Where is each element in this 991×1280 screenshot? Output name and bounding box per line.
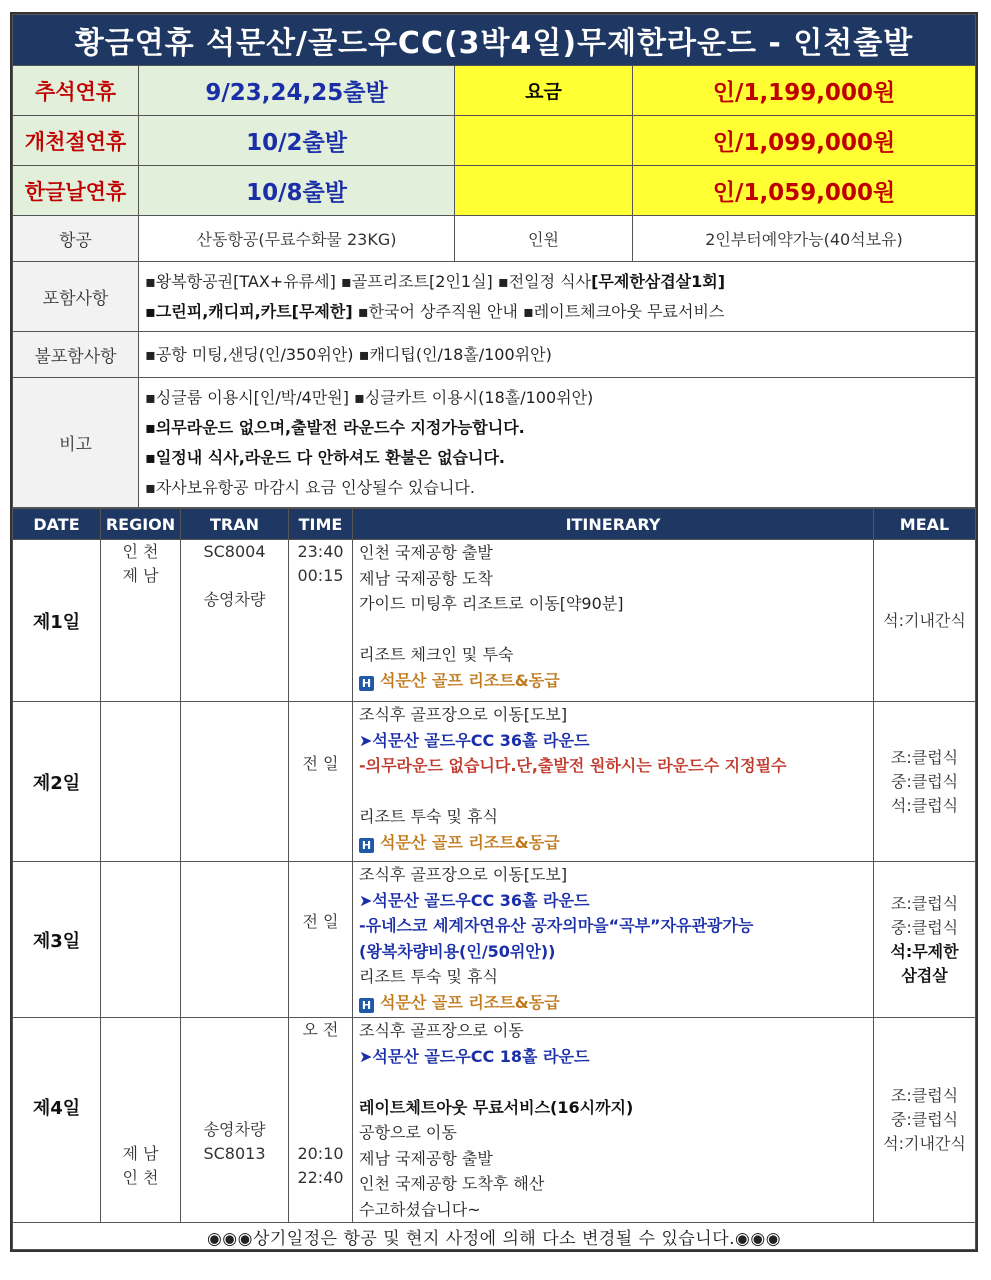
- page-title: 황금연휴 석문산/골드우CC(3박4일)무제한라운드 - 인천출발: [13, 15, 976, 66]
- departure-date: 10/8출발: [139, 166, 455, 216]
- airline-value: 산동항공(무료수화물 23KG): [139, 216, 455, 262]
- hotel-name: 석문산 골프 리조트&동급: [380, 670, 560, 690]
- day-row: [13, 540, 976, 702]
- itin-line: 리조트 체크인 및 투숙: [359, 645, 514, 664]
- people-label: 인원: [455, 216, 633, 262]
- tran-cell: [181, 540, 289, 702]
- meal-cell: [874, 540, 976, 702]
- time-cell: [289, 540, 353, 702]
- time-line: 오 전: [302, 1020, 339, 1039]
- time-cell: [289, 1018, 353, 1223]
- note-line: ▪싱글룸 이용시[인/박/4만원] ▪싱글카트 이용시(18홀/100위안): [145, 387, 594, 407]
- day-label: 제3일: [13, 862, 101, 1018]
- region-cell: [101, 702, 181, 862]
- itin-line: 조식후 골프장으로 이동[도보]: [359, 865, 568, 884]
- itinerary-cell: [353, 862, 874, 1018]
- time-cell: [289, 702, 353, 862]
- header-meal: MEAL: [874, 509, 976, 540]
- summary-table: [12, 14, 976, 508]
- price-label-empty: [455, 166, 633, 216]
- itin-line: 인천 국제공항 출발: [359, 543, 493, 562]
- meal-cell: [874, 862, 976, 1018]
- meal-cell: [874, 702, 976, 862]
- itin-line: 인천 국제공항 도착후 해산: [359, 1174, 545, 1193]
- excluded-value: ▪공항 미팅,샌딩(인/350위안) ▪캐디팁(인/18홀/100위안): [139, 332, 976, 378]
- region-line: 제 남: [122, 1144, 159, 1163]
- tran-cell: [181, 862, 289, 1018]
- option-line: -유네스코 세계자연유산 공자의마을“곡부”자유관광가능: [359, 916, 754, 935]
- header-time: TIME: [289, 509, 353, 540]
- price-value: 인/1,099,000원: [633, 116, 976, 166]
- meal-line: 조:클럽식: [890, 747, 959, 767]
- tour-sheet: [10, 12, 978, 1252]
- hotel-line: [359, 990, 873, 1016]
- itin-line: 공항으로 이동: [359, 1123, 457, 1142]
- included-value: [139, 262, 976, 332]
- tran-line: [181, 564, 288, 588]
- itin-line: 수고하셨습니다~: [359, 1199, 481, 1219]
- header-region: REGION: [101, 509, 181, 540]
- meal-line: 석:기내간식: [883, 1134, 966, 1153]
- option-line: (왕복차량비용(인/50위안)): [359, 941, 556, 961]
- hotel-name: 석문산 골프 리조트&동급: [380, 832, 560, 852]
- footer-notice: ◉◉◉상기일정은 항공 및 현지 사정에 의해 다소 변경될 수 있습니다.◉◉◉: [13, 1223, 976, 1250]
- hotel-name: 석문산 골프 리조트&동급: [380, 992, 560, 1012]
- airline-label: 항공: [13, 216, 139, 262]
- region-line: 인 천: [122, 1168, 159, 1187]
- time-cell: [289, 862, 353, 1018]
- itinerary-cell: [353, 1018, 874, 1223]
- tran-line: 송영차량: [203, 1120, 266, 1139]
- tran-line: 송영차량: [203, 590, 266, 609]
- meal-line: 조:클럽식: [890, 893, 959, 913]
- day-label: 제1일: [13, 540, 101, 702]
- included-line2: ▪한국어 상주직원 안내 ▪레이트체크아웃 무료서비스: [352, 301, 725, 321]
- region-line: 제 남: [122, 566, 159, 585]
- itin-line: 가이드 미팅후 리조트로 이동[약90분]: [359, 594, 624, 613]
- departure-date: 9/23,24,25출발: [139, 66, 455, 116]
- itinerary-table: [12, 508, 976, 1250]
- people-value: 2인부터예약가능(40석보유): [633, 216, 976, 262]
- meal-line: 석:클럽식: [890, 795, 959, 815]
- region-line: 인 천: [122, 542, 159, 561]
- time-line: 23:40: [297, 542, 344, 561]
- note-line: ▪의무라운드 없으며,출발전 라운드수 지정가능합니다.: [145, 417, 525, 437]
- day-row: [13, 702, 976, 862]
- day-row: [13, 862, 976, 1018]
- price-value: 인/1,199,000원: [633, 66, 976, 116]
- price-label: 요금: [455, 66, 633, 116]
- tran-line: SC8004: [203, 542, 266, 561]
- hotel-icon: H: [359, 998, 374, 1013]
- round-line: ➤석문산 골드우CC 36홀 라운드: [359, 730, 590, 750]
- meal-line: 중:클럽식: [890, 917, 959, 937]
- meal-line: 조:클럽식: [890, 1086, 959, 1105]
- price-value: 인/1,059,000원: [633, 166, 976, 216]
- itin-line: 리조트 투숙 및 휴식: [359, 807, 498, 826]
- late-checkout-line: 레이트체트아웃 무료서비스(16시까지): [359, 1097, 634, 1117]
- departure-label: 한글날연휴: [13, 166, 139, 216]
- region-cell: [101, 1018, 181, 1223]
- itin-line: 제남 국제공항 도착: [359, 568, 493, 588]
- time-line: 00:15: [297, 566, 344, 585]
- included-line1-bold: [무제한삼겹살1회]: [591, 271, 726, 291]
- price-label-empty: [455, 116, 633, 166]
- header-tran: TRAN: [181, 509, 289, 540]
- itin-line: 제남 국제공항 출발: [359, 1148, 493, 1168]
- departure-date: 10/2출발: [139, 116, 455, 166]
- hotel-line: [359, 668, 873, 694]
- round-line: ➤석문산 골드우CC 36홀 라운드: [359, 890, 590, 910]
- included-line2-bold: ▪그린피,캐디피,카트[무제한]: [145, 301, 353, 321]
- included-line1: ▪왕복항공권[TAX+유류세] ▪골프리조트[2인1실] ▪전일정 식사: [145, 271, 592, 291]
- meal-line: 중:클럽식: [890, 771, 959, 791]
- itinerary-cell: [353, 702, 874, 862]
- note-line: -의무라운드 없습니다.단,출발전 원하시는 라운드수 지정필수: [359, 756, 787, 775]
- hotel-line: [359, 830, 873, 856]
- time-line: 전 일: [302, 753, 339, 773]
- hotel-icon: H: [359, 676, 374, 691]
- departure-label: 개천절연휴: [13, 116, 139, 166]
- meal-line: 석:기내간식: [883, 610, 966, 630]
- day-label: 제4일: [13, 1018, 101, 1223]
- header-date: DATE: [13, 509, 101, 540]
- time-line: 20:10: [297, 1144, 344, 1163]
- note-line: ▪일정내 식사,라운드 다 안하셔도 환불은 없습니다.: [145, 447, 505, 467]
- departure-label: 추석연휴: [13, 66, 139, 116]
- time-evening: [289, 1142, 352, 1190]
- round-line: ➤석문산 골드우CC 18홀 라운드: [359, 1046, 590, 1066]
- notes-value: [139, 378, 976, 508]
- time-line: 전 일: [302, 911, 339, 931]
- tran-cell: [181, 702, 289, 862]
- day-row: [13, 1018, 976, 1223]
- hotel-icon: H: [359, 838, 374, 853]
- meal-cell: [874, 1018, 976, 1223]
- region-cell: [101, 862, 181, 1018]
- included-label: 포함사항: [13, 262, 139, 332]
- notes-label: 비고: [13, 378, 139, 508]
- meal-line: 삼겹살: [901, 965, 948, 985]
- itin-line: 조식후 골프장으로 이동: [359, 1021, 524, 1040]
- region-cell: [101, 540, 181, 702]
- itin-line: 리조트 투숙 및 휴식: [359, 967, 498, 986]
- tran-line: SC8013: [203, 1144, 266, 1163]
- tran-cell: [181, 1018, 289, 1223]
- itin-line: 조식후 골프장으로 이동[도보]: [359, 705, 568, 724]
- itinerary-cell: [353, 540, 874, 702]
- day-label: 제2일: [13, 702, 101, 862]
- meal-line: 석:무제한: [890, 941, 959, 961]
- time-line: 22:40: [297, 1168, 344, 1187]
- header-itinerary: ITINERARY: [353, 509, 874, 540]
- note-line: ▪자사보유항공 마감시 요금 인상될수 있습니다.: [145, 477, 475, 497]
- meal-line: 중:클럽식: [890, 1110, 959, 1129]
- excluded-label: 불포함사항: [13, 332, 139, 378]
